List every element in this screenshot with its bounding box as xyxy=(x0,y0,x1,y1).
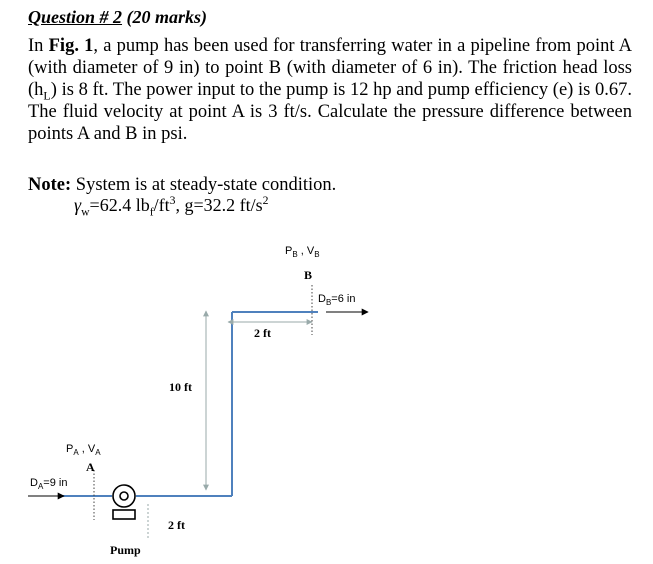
pipeline-figure xyxy=(0,220,653,564)
question-marks: (20 marks) xyxy=(126,7,208,27)
question-title xyxy=(28,5,207,29)
pump-icon xyxy=(113,485,135,519)
note-text: System is at steady-state condition. xyxy=(71,175,337,195)
statement-text: , a pump has been used for transferring water in a pipeline from point A (with diameter of 9 in) to point B (with diameter of 6 in). The friction head loss (h xyxy=(28,36,632,100)
da-label: $D_A=9$ in xyxy=(30,477,68,491)
gravity-text: , g=32.2 ft/s xyxy=(175,195,263,215)
pump-label: Pump xyxy=(110,543,141,557)
gamma-symbol: γ xyxy=(74,195,82,215)
pa-va-label: $P_A$ , $V_A$ xyxy=(66,443,101,457)
note xyxy=(28,174,336,196)
dim-10ft-label: 10 ft xyxy=(169,380,192,394)
statement-sub: L xyxy=(43,88,51,103)
intro-prefix: In xyxy=(28,36,44,56)
pb-vb-label: $P_B$ , $V_B$ xyxy=(285,245,320,259)
note-label: Note: xyxy=(28,175,72,195)
db-label: $D_B=6$ in xyxy=(318,293,356,307)
ft-sup: 3 xyxy=(169,194,176,207)
question-statement xyxy=(28,35,632,145)
s-sup: 2 xyxy=(262,194,269,207)
point-a-label: A xyxy=(86,460,95,474)
dim-2ft-top-label: 2 ft xyxy=(254,326,271,340)
question-number: Question # 2 xyxy=(28,7,123,27)
point-b-label: B xyxy=(304,268,313,282)
pipe xyxy=(62,312,318,496)
gamma-sub: w xyxy=(81,205,90,219)
lb-sub: f xyxy=(149,205,154,219)
figure-reference: Fig. 1 xyxy=(48,36,94,56)
statement-rest: ) is 8 ft. The power input to the pump is 12 hp and pump efficiency (e) is 0.67. The fluid velocity at point A is 3 ft/s. Calculate the pressure difference between points A and B in psi. xyxy=(28,80,632,144)
constants-formula xyxy=(74,194,269,219)
per-ft: /ft xyxy=(153,195,170,215)
dim-2ft-bottom-label: 2 ft xyxy=(168,518,185,532)
gamma-value: =62.4 lb xyxy=(89,195,150,215)
